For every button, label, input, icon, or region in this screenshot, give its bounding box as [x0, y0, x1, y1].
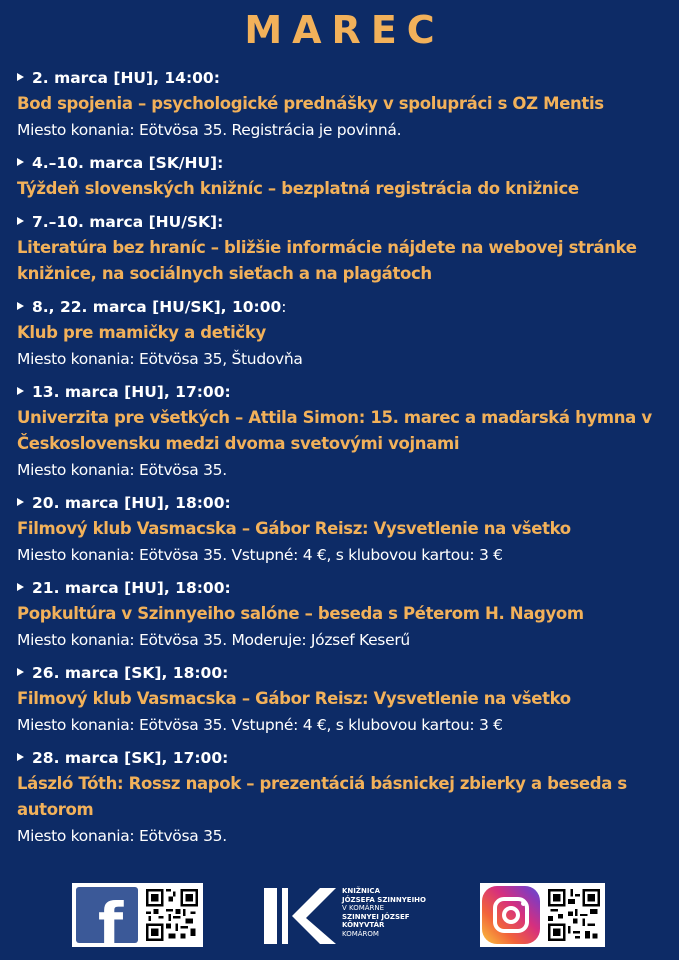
instagram-icon[interactable]: [482, 886, 540, 944]
triangle-bullet-icon: [17, 158, 24, 166]
event-date: 8., 22. marca [HU/SK], 10:00:: [17, 295, 672, 320]
event-title: Filmový klub Vasmacska – Gábor Reisz: Vysvetlenie na všetko: [17, 519, 571, 538]
event-date: 2. marca [HU], 14:00:: [17, 66, 672, 91]
instagram-qr-code-icon: [548, 889, 600, 941]
facebook-icon[interactable]: f: [76, 887, 138, 943]
event-date: 21. marca [HU], 18:00:: [17, 576, 672, 601]
footer: [0, 882, 679, 950]
event-title: Filmový klub Vasmacska – Gábor Reisz: Vysvetlenie na všetko: [17, 689, 571, 708]
facebook-qr-code-icon: [146, 889, 198, 941]
triangle-bullet-icon: [17, 583, 24, 591]
event-title: Literatúra bez hraníc – bližšie informácie nájdete na webovej stránke knižnice, na sociálnych sieťach a na plagátoch: [17, 238, 637, 283]
event-date: 20. marca [HU], 18:00:: [17, 491, 672, 516]
event-item: [17, 491, 672, 568]
event-place: Miesto konania: Eötvösa 35. Moderuje: József Keserű: [17, 631, 410, 649]
event-item: [17, 746, 672, 849]
event-list: [17, 66, 672, 857]
triangle-bullet-icon: [17, 217, 24, 225]
event-title: László Tóth: Rossz napok – prezentáciá básnickej zbierky a beseda s autorom: [17, 774, 627, 819]
event-date: 4.–10. marca [SK/HU]:: [17, 151, 672, 176]
event-place: Miesto konania: Eötvösa 35, Študovňa: [17, 350, 303, 368]
event-title: Popkultúra v Szinnyeiho salóne – beseda s Péterom H. Nagyom: [17, 604, 584, 623]
event-item: [17, 576, 672, 653]
event-date: 7.–10. marca [HU/SK]:: [17, 210, 672, 235]
event-item: [17, 210, 672, 287]
event-date: 13. marca [HU], 17:00:: [17, 380, 672, 405]
triangle-bullet-icon: [17, 302, 24, 310]
facebook-block[interactable]: [72, 883, 203, 947]
instagram-block[interactable]: [480, 883, 605, 947]
event-place: Miesto konania: Eötvösa 35. Vstupné: 4 €, s klubovou kartou: 3 €: [17, 546, 503, 564]
event-place: Miesto konania: Eötvösa 35. Vstupné: 4 €, s klubovou kartou: 3 €: [17, 716, 503, 734]
event-item: [17, 151, 672, 202]
event-title: Klub pre mamičky a detičky: [17, 323, 266, 342]
triangle-bullet-icon: [17, 668, 24, 676]
triangle-bullet-icon: [17, 387, 24, 395]
event-date: 26. marca [SK], 18:00:: [17, 661, 672, 686]
library-name: KNIŽNICA JÓZSEFA SZINNYEIHO V KOMÁRNE SZINNYEI JÓZSEF KÖNYVTÁR KOMÁROM: [342, 887, 426, 938]
event-item: [17, 661, 672, 738]
event-item: [17, 380, 672, 483]
event-date: 28. marca [SK], 17:00:: [17, 746, 672, 771]
triangle-bullet-icon: [17, 753, 24, 761]
event-title: Týždeň slovenských knižníc – bezplatná registrácia do knižnice: [17, 179, 579, 198]
event-title: Bod spojenia – psychologické prednášky v spolupráci s OZ Mentis: [17, 94, 604, 113]
page-title: MAREC: [244, 8, 445, 52]
event-place: Miesto konania: Eötvösa 35.: [17, 461, 227, 479]
event-item: [17, 295, 672, 372]
triangle-bullet-icon: [17, 73, 24, 81]
triangle-bullet-icon: [17, 498, 24, 506]
event-place: Miesto konania: Eötvösa 35. Registrácia je povinná.: [17, 121, 402, 139]
event-place: Miesto konania: Eötvösa 35.: [17, 827, 227, 845]
event-item: [17, 66, 672, 143]
library-k-logo-icon: [262, 884, 338, 946]
library-logo: [262, 884, 442, 950]
event-title: Univerzita pre všetkých – Attila Simon: 15. marec a maďarská hymna v Československu medzi dvoma svetovými vojnami: [17, 408, 652, 453]
